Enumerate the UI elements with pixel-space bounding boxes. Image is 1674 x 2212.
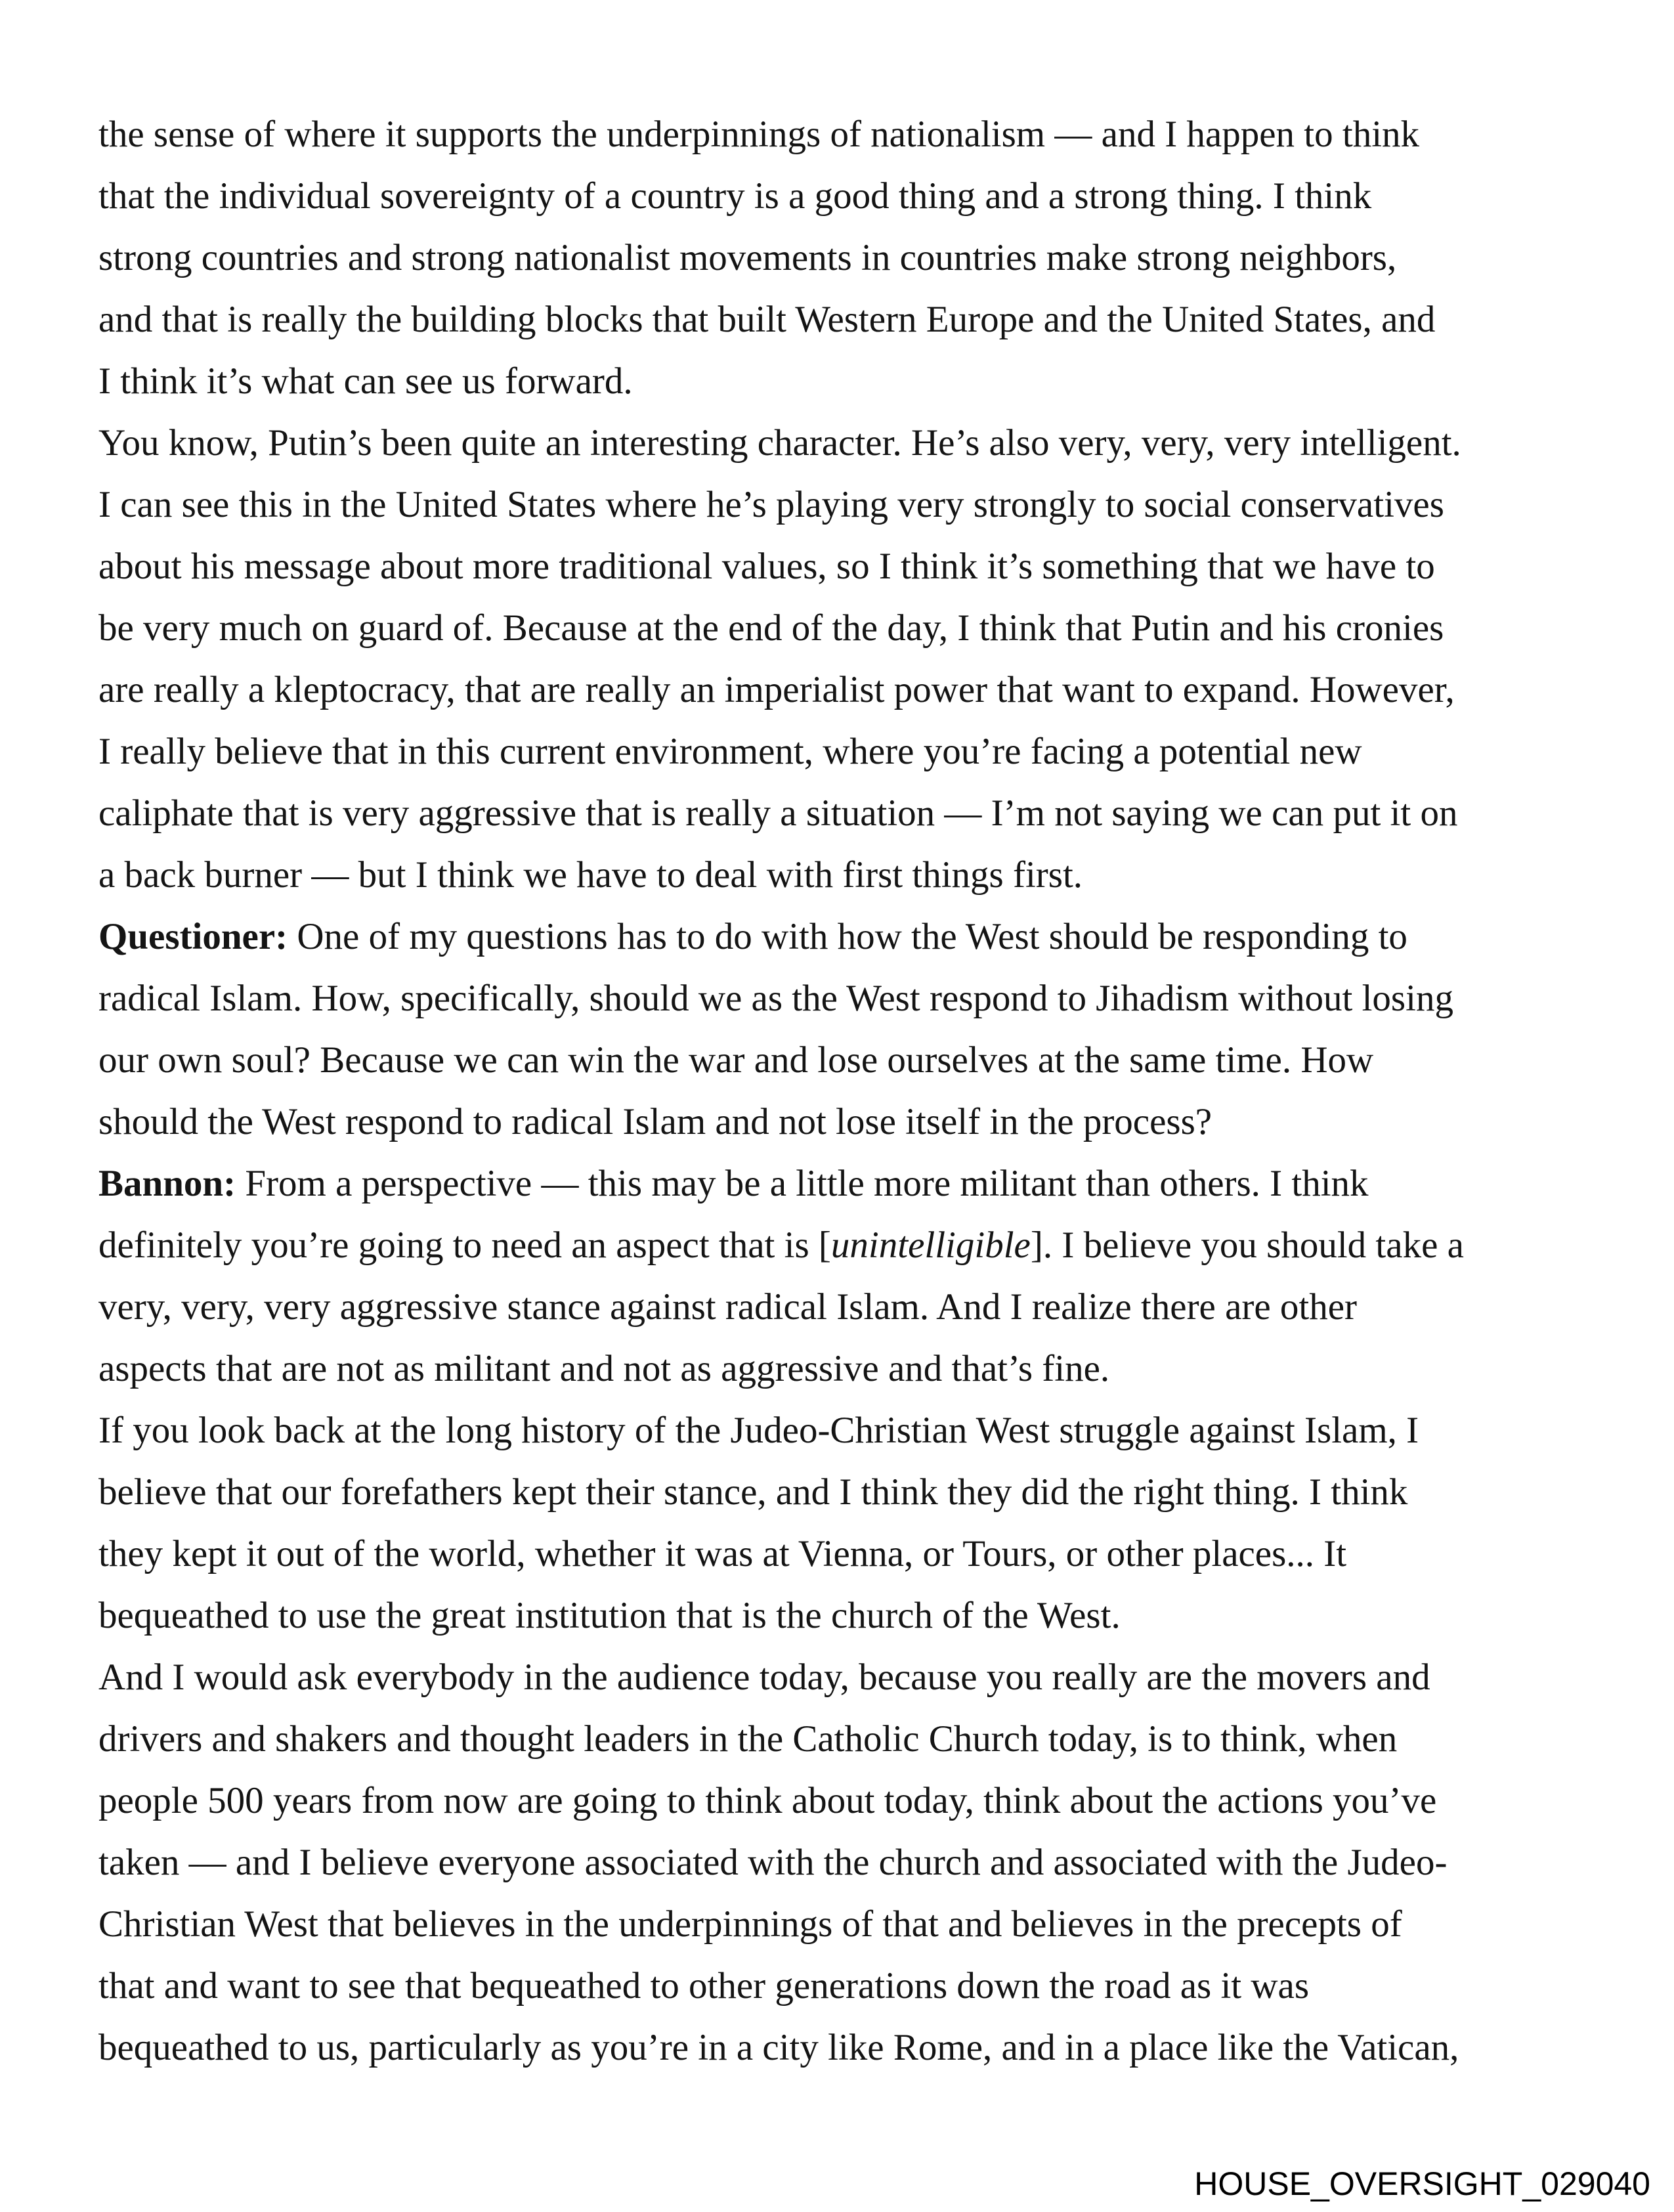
text-line <box>98 1770 1615 1832</box>
text-line <box>98 1832 1615 1894</box>
text-run: strong countries and strong nationalist movements in countries make strong neighbors, <box>98 237 1397 278</box>
text-run: drivers and shakers and thought leaders in the Catholic Church today, is to think, when <box>98 1718 1398 1760</box>
text-run: Christian West that believes in the underpinnings of that and believes in the precepts of <box>98 1903 1402 1945</box>
speaker-label: Bannon: <box>98 1163 236 1204</box>
text-run: I think it’s what can see us forward. <box>98 360 633 402</box>
text-run: ]. I believe you should take a <box>1030 1225 1464 1266</box>
text-line <box>98 1153 1615 1215</box>
text-run: that and want to see that bequeathed to other generations down the road as it was <box>98 1965 1310 2006</box>
text-run: be very much on guard of. Because at the end of the day, I think that Putin and his cronies <box>98 607 1444 649</box>
paragraph <box>98 906 1615 1153</box>
text-line <box>98 1276 1615 1338</box>
text-run: I can see this in the United States where he’s playing very strongly to social conservatives <box>98 484 1444 525</box>
text-line <box>98 1523 1615 1585</box>
text-run: a back burner — but I think we have to deal with first things first. <box>98 854 1083 896</box>
text-line <box>98 1091 1615 1153</box>
text-line <box>98 1955 1615 2017</box>
text-line <box>98 783 1615 844</box>
text-line <box>98 906 1615 968</box>
text-line <box>98 2017 1615 2079</box>
text-line <box>98 165 1615 227</box>
text-line <box>98 1708 1615 1770</box>
text-run: believe that our forefathers kept their stance, and I think they did the right thing. I think <box>98 1471 1408 1513</box>
text-line <box>98 1215 1615 1276</box>
text-run: If you look back at the long history of the Judeo-Christian West struggle against Islam, I <box>98 1410 1419 1451</box>
text-run: they kept it out of the world, whether it was at Vienna, or Tours, or other places... It <box>98 1533 1347 1574</box>
text-line <box>98 659 1615 721</box>
text-line <box>98 1647 1615 1708</box>
text-run: caliphate that is very aggressive that is really a situation — I’m not saying we can put it on <box>98 792 1458 834</box>
paragraph <box>98 412 1615 906</box>
text-line <box>98 227 1615 289</box>
text-run: should the West respond to radical Islam and not lose itself in the process? <box>98 1101 1213 1142</box>
paragraph <box>98 1153 1615 1400</box>
text-line <box>98 289 1615 351</box>
text-line <box>98 104 1615 165</box>
text-run: that the individual sovereignty of a country is a good thing and a strong thing. I think <box>98 175 1372 217</box>
text-run: people 500 years from now are going to think about today, think about the actions you’ve <box>98 1780 1437 1821</box>
text-run: very, very, very aggressive stance against radical Islam. And I realize there are other <box>98 1286 1358 1328</box>
text-line <box>98 1894 1615 1955</box>
text-run: You know, Putin’s been quite an interesting character. He’s also very, very, very intelligent. <box>98 422 1461 464</box>
italic-run: unintelligible <box>830 1225 1031 1266</box>
document-body <box>98 104 1615 2079</box>
text-run: definitely you’re going to need an aspect that is [ <box>98 1225 831 1266</box>
text-run: I really believe that in this current environment, where you’re facing a potential new <box>98 731 1362 772</box>
text-line <box>98 351 1615 412</box>
text-line <box>98 536 1615 597</box>
text-line <box>98 1338 1615 1400</box>
text-line <box>98 474 1615 536</box>
text-run: bequeathed to us, particularly as you’re in a city like Rome, and in a place like the Vatican, <box>98 2027 1459 2068</box>
text-line <box>98 1585 1615 1647</box>
text-line <box>98 968 1615 1030</box>
text-run: about his message about more traditional values, so I think it’s something that we have to <box>98 546 1435 587</box>
text-line <box>98 1462 1615 1523</box>
text-run: are really a kleptocracy, that are really an imperialist power that want to expand. However, <box>98 669 1455 710</box>
paragraph <box>98 1400 1615 1647</box>
text-run: radical Islam. How, specifically, should we as the West respond to Jihadism without losing <box>98 978 1453 1019</box>
text-run: taken — and I believe everyone associated with the church and associated with the Judeo- <box>98 1842 1448 1883</box>
text-line <box>98 721 1615 783</box>
text-run: aspects that are not as militant and not as aggressive and that’s fine. <box>98 1348 1110 1389</box>
text-run: and that is really the building blocks that built Western Europe and the United States, and <box>98 299 1436 340</box>
text-line <box>98 1030 1615 1091</box>
bates-number: HOUSE_OVERSIGHT_029040 <box>1194 2165 1650 2202</box>
text-run: From a perspective — this may be a little more militant than others. I think <box>236 1163 1369 1204</box>
text-run: bequeathed to use the great institution that is the church of the West. <box>98 1595 1121 1636</box>
paragraph <box>98 104 1615 412</box>
text-run: the sense of where it supports the underpinnings of nationalism — and I happen to think <box>98 114 1420 155</box>
text-run: And I would ask everybody in the audience today, because you really are the movers and <box>98 1657 1430 1698</box>
text-run: our own soul? Because we can win the war and lose ourselves at the same time. How <box>98 1039 1374 1081</box>
text-line <box>98 1400 1615 1462</box>
speaker-label: Questioner: <box>98 916 288 957</box>
text-line <box>98 597 1615 659</box>
text-line <box>98 412 1615 474</box>
text-run: One of my questions has to do with how the West should be responding to <box>288 916 1407 957</box>
paragraph <box>98 1647 1615 2079</box>
text-line <box>98 844 1615 906</box>
